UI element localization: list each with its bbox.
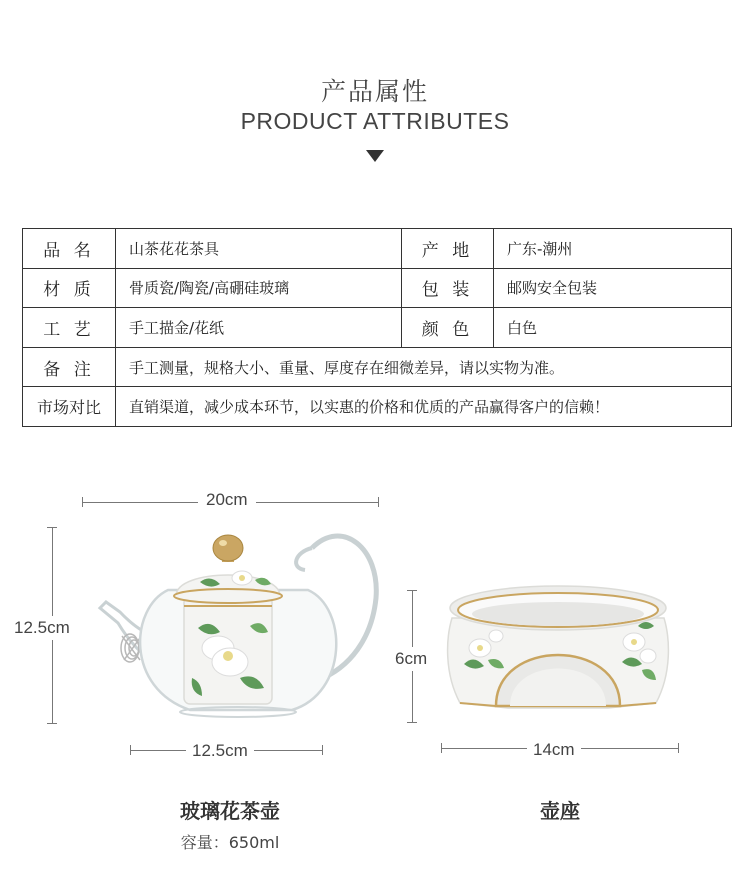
attr-key: 市场对比 xyxy=(23,387,116,427)
dimension-tick xyxy=(678,743,679,753)
glass-teapot-image xyxy=(80,528,390,728)
dimension-tick xyxy=(130,745,131,755)
attr-key: 备 注 xyxy=(23,347,116,387)
dimension-tick xyxy=(82,497,83,507)
attr-value: 山茶花花茶具 xyxy=(116,229,402,269)
table-row xyxy=(23,387,732,427)
attr-key: 材 质 xyxy=(23,268,116,308)
attr-value: 白色 xyxy=(494,308,732,348)
dimension-tick xyxy=(407,722,417,723)
attr-value: 手工描金/花纸 xyxy=(116,308,402,348)
warmer-stand-image xyxy=(438,578,678,728)
dimension-tick xyxy=(47,527,57,528)
attr-value: 手工测量，规格大小、重量、厚度存在细微差异，请以实物为准。 xyxy=(116,347,732,387)
table-row xyxy=(23,308,732,348)
attr-value: 直销渠道，减少成本环节，以实惠的价格和优质的产品赢得客户的信赖！ xyxy=(116,387,732,427)
warmer-height-label: 6cm xyxy=(395,647,427,671)
attr-value: 邮购安全包装 xyxy=(494,268,732,308)
table-row xyxy=(23,268,732,308)
section-title-cn: 产品属性 xyxy=(320,77,429,106)
table-row xyxy=(23,347,732,387)
attr-key: 颜 色 xyxy=(402,308,494,348)
dimension-tick xyxy=(322,745,323,755)
attr-key: 包 装 xyxy=(402,268,494,308)
dimension-tick xyxy=(441,743,442,753)
dimension-tick xyxy=(47,723,57,724)
dimension-tick xyxy=(378,497,379,507)
attr-key: 产 地 xyxy=(402,229,494,269)
warmer-width-label: 14cm xyxy=(527,740,581,760)
section-title-en: PRODUCT ATTRIBUTES xyxy=(240,108,510,134)
teapot-name: 玻璃花茶壶 xyxy=(180,799,280,823)
dimension-tick xyxy=(407,590,417,591)
attr-key: 品 名 xyxy=(23,229,116,269)
attr-value: 广东-潮州 xyxy=(494,229,732,269)
teapot-width-label: 20cm xyxy=(198,490,256,510)
warmer-name: 壶座 xyxy=(540,799,580,823)
attr-key: 工 艺 xyxy=(23,308,116,348)
teapot-capacity: 容量：650ml xyxy=(180,833,280,852)
attributes-table xyxy=(22,228,732,427)
table-row xyxy=(23,229,732,269)
teapot-height-label: 12.5cm xyxy=(14,616,70,640)
teapot-base-label: 12.5cm xyxy=(186,741,254,761)
attr-value: 骨质瓷/陶瓷/高硼硅玻璃 xyxy=(116,268,402,308)
down-triangle-icon xyxy=(366,150,384,162)
